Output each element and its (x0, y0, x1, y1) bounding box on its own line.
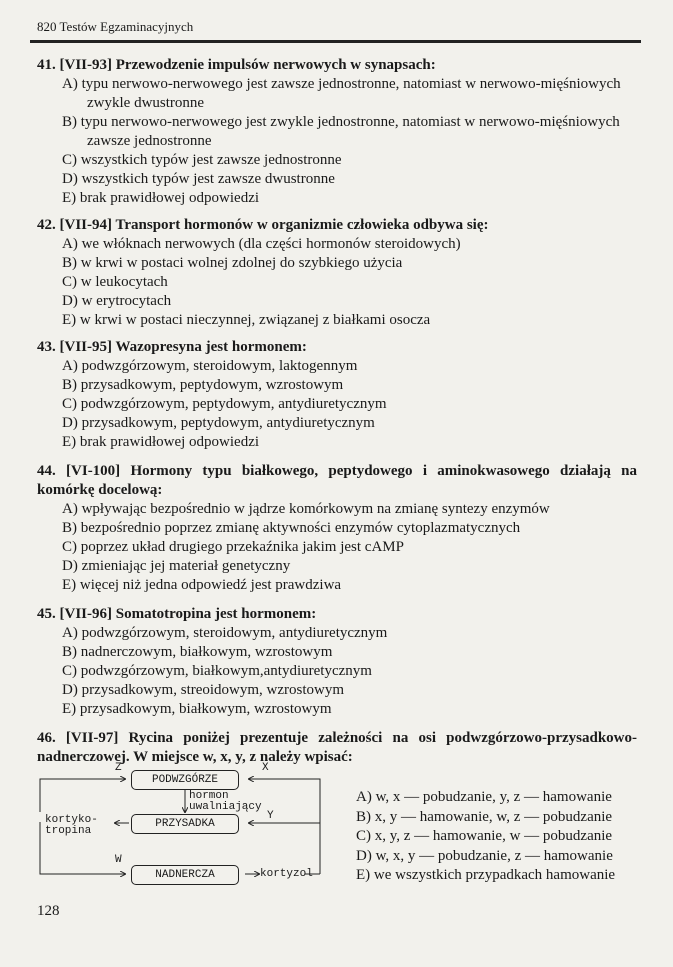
question-title: 46. [VII-97] Rycina poniżej prezentuje zależności na osi podwzgórzowo-przysadkowo-nadnerczowej. W miejsce w, x, y, z należy wpisać: (37, 730, 637, 765)
answer-option: E) przysadkowym, białkowym, wzrostowym (62, 701, 332, 717)
answer-option: C) wszystkich typów jest zawsze jednostronne (62, 152, 342, 168)
box-adrenal: NADNERCZA (131, 865, 239, 885)
question (37, 605, 637, 719)
label-z: Z (115, 762, 122, 774)
question-title: 45. [VII-96] Somatotropina jest hormonem: (37, 606, 317, 622)
question (37, 462, 637, 595)
question (37, 56, 637, 208)
question (37, 338, 637, 452)
answer-option: C) x, y, z — hamowanie, w — pobudzanie (356, 828, 613, 844)
question (37, 216, 637, 330)
question-title: 42. [VII-94] Transport hormonów w organizmie człowieka odbywa się: (37, 217, 489, 233)
answer-option: D) w, x, y — pobudzanie, z — hamowanie (356, 847, 613, 864)
label-acth-1: kortyko- (45, 814, 98, 826)
answer-option: C) podwzgórzowym, białkowym,antydiuretycznym (62, 663, 372, 679)
answer-option: D) wszystkich typów jest zawsze dwustronne (62, 171, 335, 187)
label-w: W (115, 854, 122, 866)
answer-option: A) we włóknach nerwowych (dla części hormonów steroidowych) (62, 236, 461, 252)
questions (37, 48, 637, 767)
answer-option: D) zmieniając jej materiał genetyczny (62, 558, 291, 574)
answer-option: D) przysadkowym, streoidowym, wzrostowym (62, 682, 345, 698)
answer-option: A) podwzgórzowym, steroidowym, antydiuretycznym (62, 625, 388, 641)
label-y: Y (267, 810, 274, 822)
answer-option: C) podwzgórzowym, peptydowym, antydiuretycznym (62, 396, 387, 412)
answer-option: B) typu nerwowo-nerwowego jest zwykle jednostronne, natomiast w nerwowo-mięśniowych zawsze jednostronne (62, 114, 620, 149)
answer-option: E) brak prawidłowej odpowiedzi (62, 190, 260, 206)
answer-option: E) więcej niż jedna odpowiedź jest prawdziwa (62, 577, 342, 593)
answer-option: C) w leukocytach (62, 274, 168, 290)
answer-option: B) przysadkowym, peptydowym, wzrostowym (62, 377, 344, 393)
answer-option: B) bezpośrednio poprzez zmianę aktywności enzymów cytoplazmatycznych (62, 520, 521, 536)
box-hypothalamus: PODWZGÓRZE (131, 770, 239, 790)
hpa-axis-diagram (37, 762, 337, 890)
q46-answers (356, 788, 615, 886)
label-cortisol: kortyzol (260, 868, 313, 880)
answer-option: A) wpływając bezpośrednio w jądrze komórkowym na zmianę syntezy enzymów (62, 501, 550, 517)
question (37, 729, 637, 767)
answer-option: D) przysadkowym, peptydowym, antydiuretycznym (62, 415, 375, 431)
answer-option: B) nadnerczowym, białkowym, wzrostowym (62, 644, 333, 660)
answer-option: B) x, y — hamowanie, w, z — pobudzanie (356, 808, 613, 825)
label-releasing: uwalniający (189, 801, 262, 813)
label-hormone: hormon (189, 790, 229, 802)
running-header: 820 Testów Egzaminacyjnych (37, 19, 194, 34)
page-number: 128 (37, 903, 60, 919)
label-x: X (262, 762, 269, 774)
question-title: 43. [VII-95] Wazopresyna jest hormonem: (37, 339, 307, 355)
answer-option: E) we wszystkich przypadkach hamowanie (356, 867, 616, 883)
box-pituitary: PRZYSADKA (131, 814, 239, 834)
answer-option: C) poprzez układ drugiego przekaźnika jakim jest cAMP (62, 539, 404, 555)
answer-option: A) podwzgórzowym, steroidowym, laktogennym (62, 358, 358, 374)
answer-option: D) w erytrocytach (62, 293, 172, 309)
label-acth-2: tropina (45, 825, 92, 837)
answer-option: E) w krwi w postaci nieczynnej, związanej z białkami osocza (62, 312, 431, 328)
question-title: 41. [VII-93] Przewodzenie impulsów nerwowych w synapsach: (37, 57, 436, 73)
answer-option: B) w krwi w postaci wolnej zdolnej do szybkiego użycia (62, 255, 403, 271)
answer-option: A) w, x — pobudzanie, y, z — hamowanie (356, 789, 612, 805)
header-rule (30, 40, 641, 43)
answer-option: A) typu nerwowo-nerwowego jest zawsze jednostronne, natomiast w nerwowo-mięśniowych zwykle dwustronne (62, 76, 621, 111)
question-title: 44. [VI-100] Hormony typu białkowego, peptydowego i aminokwasowego działają na komórkę docelową: (37, 463, 637, 498)
answer-option: E) brak prawidłowej odpowiedzi (62, 434, 260, 450)
